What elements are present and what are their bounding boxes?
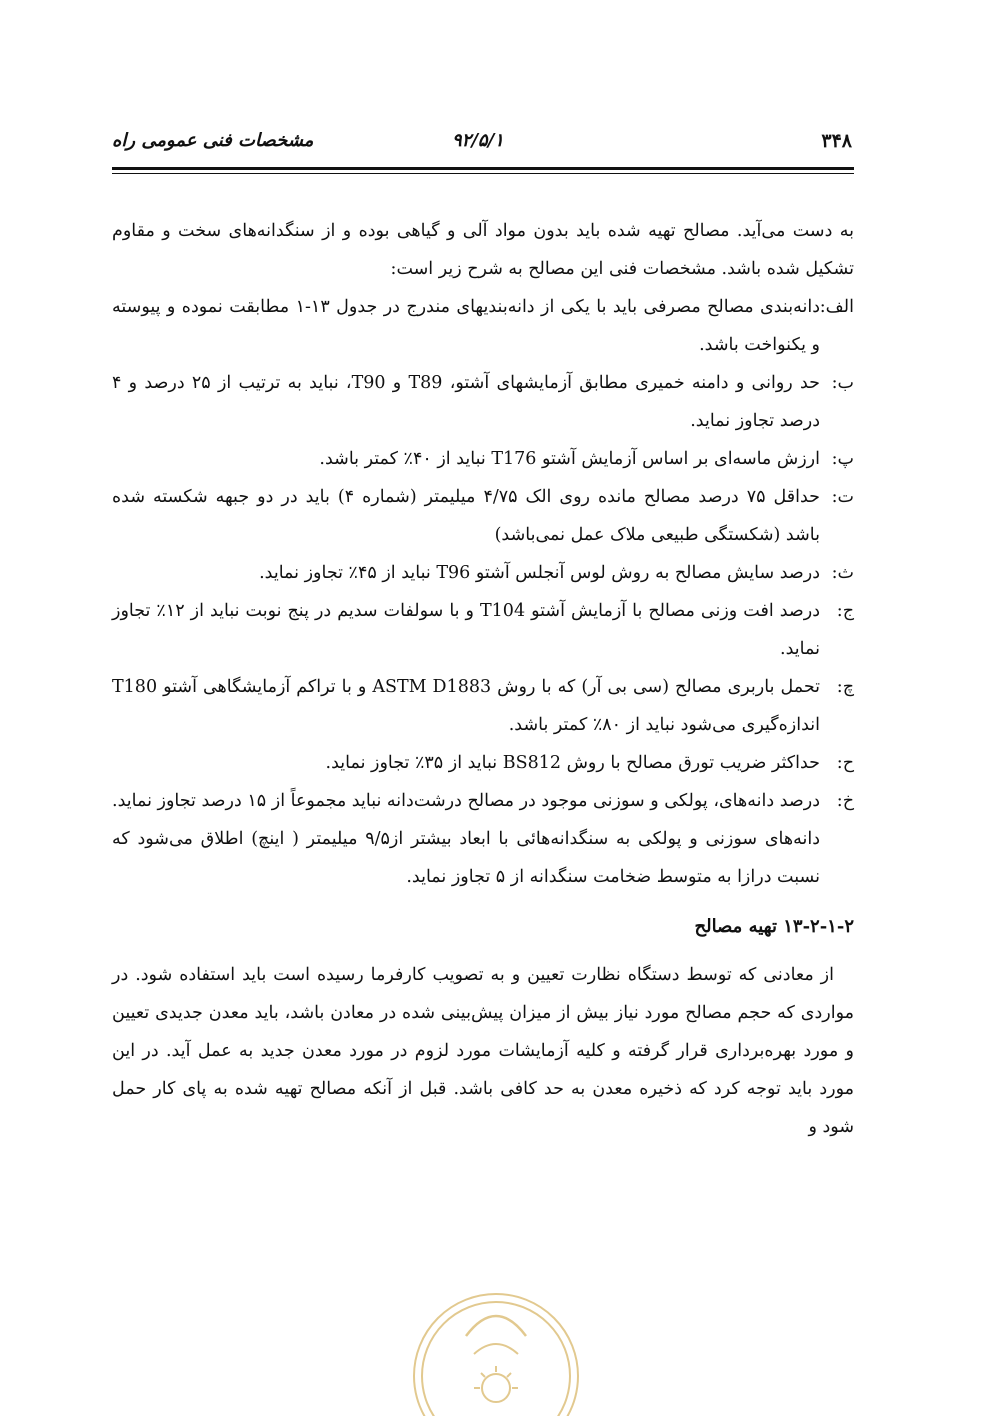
- list-item-text: درصد دانه‌های، پولکی و سوزنی موجود در مصالح درشت‌دانه نباید مجموعاً از ۱۵ درصد تجاوز نماید. دانه‌های سوزنی و پولکی به سنگدانه‌هائی با ابعاد بیشتر از۹/۵ میلیمتر ( اینچ) اطلاق می‌شود که نسبت درازا به متوسط ضخامت سنگدانه از ۵ تجاوز نماید.: [112, 791, 820, 887]
- list-item: [112, 782, 854, 896]
- section-paragraph: از معادنی که توسط دستگاه نظارت تعیین و به تصویب کارفرما رسیده است باید استفاده شود. در مواردی که حجم مصالح مورد نیاز بیش از میزان پیش‌بینی شده در معادن باشد، باید معدن جدیدی تعیین و مورد بهره‌برداری قرار گرفته و کلیه آزمایشات مورد لزوم در مورد معدن جدید به عمل آید. در این مورد باید توجه کرد که ذخیره معدن به حد کافی باشد. قبل از آنکه مصالح تهیه شده به پای کار حمل شود و: [112, 965, 854, 1137]
- header-rule-thick: [112, 167, 854, 170]
- list-item-label: ج:: [836, 601, 854, 621]
- section-heading: ۱۳-۲-۱-۲ تهیه مصالح: [694, 916, 854, 937]
- list-item: [112, 364, 854, 440]
- list-item-label: چ:: [836, 677, 854, 697]
- list-item-label: ث:: [831, 563, 854, 583]
- list-item: [112, 288, 854, 364]
- list-item-label: الف:: [819, 297, 854, 317]
- list-item-label: خ:: [836, 791, 854, 811]
- list-item-text: حداکثر ضریب تورق مصالح با روش BS812 نباید از ۳۵٪ تجاوز نماید.: [325, 753, 820, 773]
- list-item-text: حد روانی و دامنه خمیری مطابق آزمایشهای آشتو، T89 و T90، نباید به ترتیب از ۲۵ درصد و ۴ درصد تجاوز نماید.: [112, 373, 821, 431]
- document-body: [112, 212, 854, 1146]
- header-rule-thin: [112, 173, 854, 174]
- list-item-text: درصد افت وزنی مصالح با آزمایش آشتو T104 و با سولفات سدیم در پنج نوبت نباید از ۱۲٪ تجاوز نماید.: [112, 601, 820, 659]
- list-item: [112, 554, 854, 592]
- watermark-seal-icon: [396, 1276, 596, 1416]
- page-header: [112, 130, 852, 158]
- page-number: ۳۴۸: [821, 130, 852, 152]
- list-item: [112, 744, 854, 782]
- list-item: [112, 668, 854, 744]
- list-item-label: ب:: [831, 373, 854, 393]
- intro-paragraph: به دست می‌آید. مصالح تهیه شده باید بدون مواد آلی و گیاهی بوده و از سنگدانه‌های سخت و مقاوم تشکیل شده باشد. مشخصات فنی این مصالح به شرح زیر است:: [112, 221, 854, 279]
- list-item-text: ارزش ماسه‌ای بر اساس آزمایش آشتو T176 نباید از ۴۰٪ کمتر باشد.: [319, 449, 820, 469]
- header-date: ۹۲/۵/۱: [452, 130, 504, 151]
- list-item-label: پ:: [831, 449, 854, 469]
- header-title: مشخصات فنی عمومی راه: [112, 130, 314, 151]
- list-item-text: حداقل ۷۵ درصد مصالح مانده روی الک ۴/۷۵ میلیمتر (شماره ۴) باید در دو جبهه شکسته شده باشد (شکستگی طبیعی ملاک عمل نمی‌باشد): [112, 487, 820, 545]
- list-item-text: درصد سایش مصالح به روش لوس آنجلس آشتو T96 نباید از ۴۵٪ تجاوز نماید.: [259, 563, 820, 583]
- list-item-label: ح:: [836, 753, 854, 773]
- list-item-label: ت:: [831, 487, 854, 507]
- list-item: [112, 592, 854, 668]
- list-item: [112, 440, 854, 478]
- list-item-text: تحمل باربری مصالح (سی بی آر) که با روش ASTM D1883 و با تراکم آزمایشگاهی آشتو T180 اندازه‌گیری می‌شود نباید از ۸۰٪ کمتر باشد.: [112, 677, 820, 735]
- list-item: [112, 478, 854, 554]
- list-item-text: دانه‌بندی مصالح مصرفی باید با یکی از دانه‌بندیهای مندرج در جدول ۱۳-۱ مطابقت نموده و پیوسته و یکنواخت باشد.: [112, 297, 820, 355]
